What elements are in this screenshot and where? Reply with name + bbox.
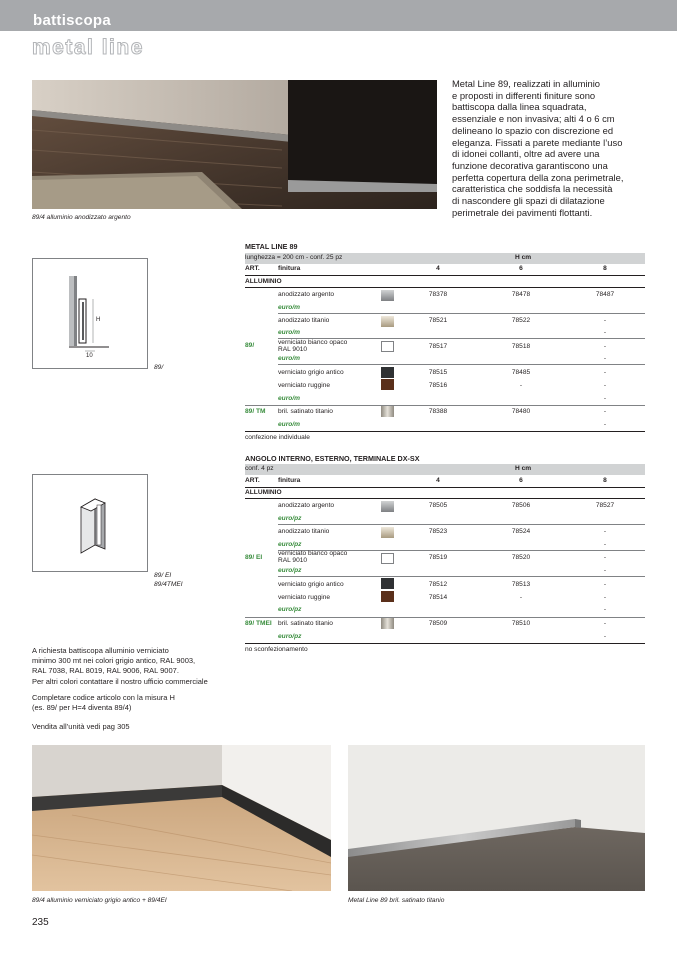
swatch-anodizzato-titanio (381, 527, 394, 538)
table1-finish: bril. satinato titanio (278, 408, 333, 415)
table1-finish: verniciato grigio antico (278, 369, 344, 376)
table1-unit: euro/m (278, 395, 300, 402)
table1-unit: euro/m (278, 355, 300, 362)
fig2-caption-2: 89/4TMEI (154, 581, 183, 588)
table1-art-main: 89/ (245, 342, 255, 349)
table1-code: - (519, 382, 523, 389)
table2-code: - (519, 594, 523, 601)
table2-bar (245, 464, 645, 475)
table2-finish: anodizzato argento (278, 502, 335, 509)
table2-code: 78527 (595, 502, 615, 509)
header-bar (0, 0, 677, 31)
intro-line: delineano lo spazio con discrezione ed (452, 124, 614, 136)
intro-line: battiscopa dalla linea squadrata, (452, 101, 587, 113)
swatch-anodizzato-argento (381, 501, 394, 512)
table2-finish: verniciato bianco opaco (278, 550, 348, 557)
table1-group: ALLUMINIO (245, 278, 282, 285)
page-number: 235 (32, 917, 49, 928)
table2-bar-left: conf. 4 pz (245, 465, 274, 472)
col-art: ART. (245, 477, 260, 484)
col-h6: 6 (519, 265, 523, 272)
table2-title: ANGOLO INTERNO, ESTERNO, TERMINALE DX-SX (245, 454, 420, 463)
intro-line: eleganza. Fissati a parete mediante l’uso (452, 136, 623, 148)
notes-block-3: Vendita all’unità vedi pag 305 (32, 722, 130, 731)
fig2-caption-1: 89/ EI (154, 572, 172, 579)
table2-rule (278, 524, 645, 525)
profile-figure (32, 258, 148, 369)
table2-unit: euro/pz (278, 567, 302, 574)
fig1-caption: 89/ (154, 364, 164, 371)
table2-code: 78513 (511, 581, 531, 588)
table1-finish: verniciato bianco opaco (278, 339, 348, 346)
table2-code: 78523 (428, 528, 448, 535)
table2-rule (278, 576, 645, 577)
table1-unit-val: - (603, 355, 607, 362)
category-title: battiscopa (33, 12, 112, 29)
table1-code: 78480 (511, 408, 531, 415)
table2-rule (245, 617, 645, 618)
intro-line: di idonei collanti, oltre ad avere una (452, 148, 600, 160)
intro-paragraph (452, 78, 652, 218)
table1-unit-val: - (603, 421, 607, 428)
bottom-right-photo (348, 745, 645, 891)
table1-unit: euro/m (278, 304, 300, 311)
intro-line: di nascondere gli spazi di dilatazione (452, 195, 605, 207)
table2-finish-2: RAL 9010 (278, 557, 308, 564)
table2-rule (245, 487, 645, 488)
table2-code: 78520 (511, 554, 531, 561)
bottom-right-caption: Metal Line 89 bril. satinato titanio (348, 897, 445, 904)
table1-finish: anodizzato titanio (278, 317, 330, 324)
table1-finish: anodizzato argento (278, 291, 335, 298)
table2-code: 78506 (511, 502, 531, 509)
note-line: (es. 89/ per H=4 diventa 89/4) (32, 703, 132, 713)
table1-code: 78522 (511, 317, 531, 324)
table2-code: 78509 (428, 620, 448, 627)
table1-code: 78518 (511, 343, 531, 350)
table2-code: - (603, 581, 607, 588)
table1-bar-left: lunghezza = 200 cm - conf. 25 pz (245, 254, 343, 261)
table1-unit: euro/m (278, 421, 300, 428)
table2-rule (245, 498, 645, 499)
table2-finish: verniciato ruggine (278, 594, 331, 601)
table1-code: - (603, 408, 607, 415)
table2-code: - (603, 528, 607, 535)
table2-code: - (603, 620, 607, 627)
table1-code: 78515 (428, 369, 448, 376)
table1-finish-2: RAL 9010 (278, 346, 308, 353)
notes-block-2 (32, 693, 175, 713)
table2-unit: euro/pz (278, 541, 302, 548)
table1-code: - (603, 317, 607, 324)
intro-line: e proposti in differenti finiture sono (452, 89, 596, 101)
table1-finish: verniciato ruggine (278, 382, 331, 389)
swatch-bianco (381, 553, 394, 564)
table2-code: 78505 (428, 502, 448, 509)
table1-code: - (603, 343, 607, 350)
table1-rule (245, 431, 645, 432)
top-photo (32, 80, 437, 209)
col-h4: 4 (436, 265, 440, 272)
note-line: minimo 300 mt nei colori grigio antico, RAL 9003, (32, 656, 196, 666)
table2-code: 78514 (428, 594, 448, 601)
intro-line: Metal Line 89, realizzati in alluminio (452, 78, 600, 89)
table1-art-tm: 89/ TM (245, 408, 266, 415)
dim-w-label: 10 (86, 353, 93, 359)
table2-unit: euro/pz (278, 515, 302, 522)
col-finitura: finitura (278, 477, 301, 484)
table1-rule (278, 313, 645, 314)
table2-art-main: 89/ EI (245, 554, 263, 561)
intro-line: perimetrale dei pavimenti flottanti. (452, 206, 593, 218)
swatch-ruggine (381, 591, 394, 602)
intro-line: funzione decorativa garantiscono una (452, 159, 608, 171)
table1-code: - (603, 369, 607, 376)
table2-code: - (603, 594, 607, 601)
table2-finish: anodizzato titanio (278, 528, 330, 535)
table1-rule (245, 405, 645, 406)
col-h4: 4 (436, 477, 440, 484)
table2-group: ALLUMINIO (245, 489, 282, 496)
col-h8: 8 (603, 477, 607, 484)
swatch-satinato-titanio (381, 406, 394, 417)
swatch-anodizzato-argento (381, 290, 394, 301)
table1-bar-right: H cm (515, 254, 532, 261)
col-h6: 6 (519, 477, 523, 484)
col-art: ART. (245, 265, 260, 272)
note-line: RAL 7038, RAL 8019, RAL 9006, RAL 9007. (32, 666, 179, 676)
table1-unit-val: - (603, 329, 607, 336)
table2-unit: euro/pz (278, 606, 302, 613)
table1-rule (245, 287, 645, 288)
swatch-ruggine (381, 379, 394, 390)
table1-code: 78487 (595, 291, 615, 298)
page-subtitle: metal line (32, 36, 144, 59)
note-line: Completare codice articolo con la misura H (32, 693, 175, 702)
table1-code: - (603, 382, 607, 389)
table1-bar (245, 253, 645, 264)
table2-bar-right: H cm (515, 465, 532, 472)
table1-code: 78521 (428, 317, 448, 324)
dim-h-label: H (96, 317, 101, 323)
table2-code: 78519 (428, 554, 448, 561)
table1-title: METAL LINE 89 (245, 242, 298, 251)
col-h8: 8 (603, 265, 607, 272)
swatch-anodizzato-titanio (381, 316, 394, 327)
intro-line: perfetta copertura della zona perimetrale, (452, 171, 624, 183)
table1-code: 78516 (428, 382, 448, 389)
intro-line: essenziale e non invasiva; alti 4 o 6 cm (452, 113, 615, 125)
table1-rule (245, 275, 645, 276)
table1-footer: confezione individuale (245, 434, 310, 441)
swatch-grigio-antico (381, 367, 394, 378)
table1-code: 78517 (428, 343, 448, 350)
intro-line: caratteristica che soddisfa la necessità (452, 183, 613, 195)
table2-art-tm: 89/ TMEI (245, 620, 272, 627)
table2-unit: euro/pz (278, 633, 302, 640)
table2-code: 78510 (511, 620, 531, 627)
table2-unit-val: - (603, 633, 607, 640)
table1-unit: euro/m (278, 329, 300, 336)
top-photo-caption: 89/4 alluminio anodizzato argento (32, 214, 131, 221)
table2-unit-val: - (603, 606, 607, 613)
table1-code: 78478 (511, 291, 531, 298)
notes-block-1 (32, 646, 208, 687)
table1-unit-val: - (603, 395, 607, 402)
table2-code: 78524 (511, 528, 531, 535)
bottom-left-photo (32, 745, 331, 891)
table1-code: 78388 (428, 408, 448, 415)
corner-figure (32, 474, 148, 572)
note-line: A richiesta battiscopa alluminio verniciato (32, 646, 169, 655)
col-finitura: finitura (278, 265, 301, 272)
table2-unit-val: - (603, 567, 607, 574)
table2-rule (245, 643, 645, 644)
swatch-bianco (381, 341, 394, 352)
table1-code: 78485 (511, 369, 531, 376)
table1-rule (278, 364, 645, 365)
note-line: Per altri colori contattare il nostro ufficio commerciale (32, 676, 208, 686)
table2-finish: bril. satinato titanio (278, 620, 333, 627)
table2-unit-val: - (603, 541, 607, 548)
table2-finish: verniciato grigio antico (278, 581, 344, 588)
table1-code: 78378 (428, 291, 448, 298)
swatch-satinato-titanio (381, 618, 394, 629)
swatch-grigio-antico (381, 578, 394, 589)
bottom-left-caption: 89/4 alluminio verniciato grigio antico + 89/4EI (32, 897, 167, 904)
table2-code: - (603, 554, 607, 561)
table2-footer: no sconfezionamento (245, 646, 308, 653)
table2-code: 78512 (428, 581, 448, 588)
